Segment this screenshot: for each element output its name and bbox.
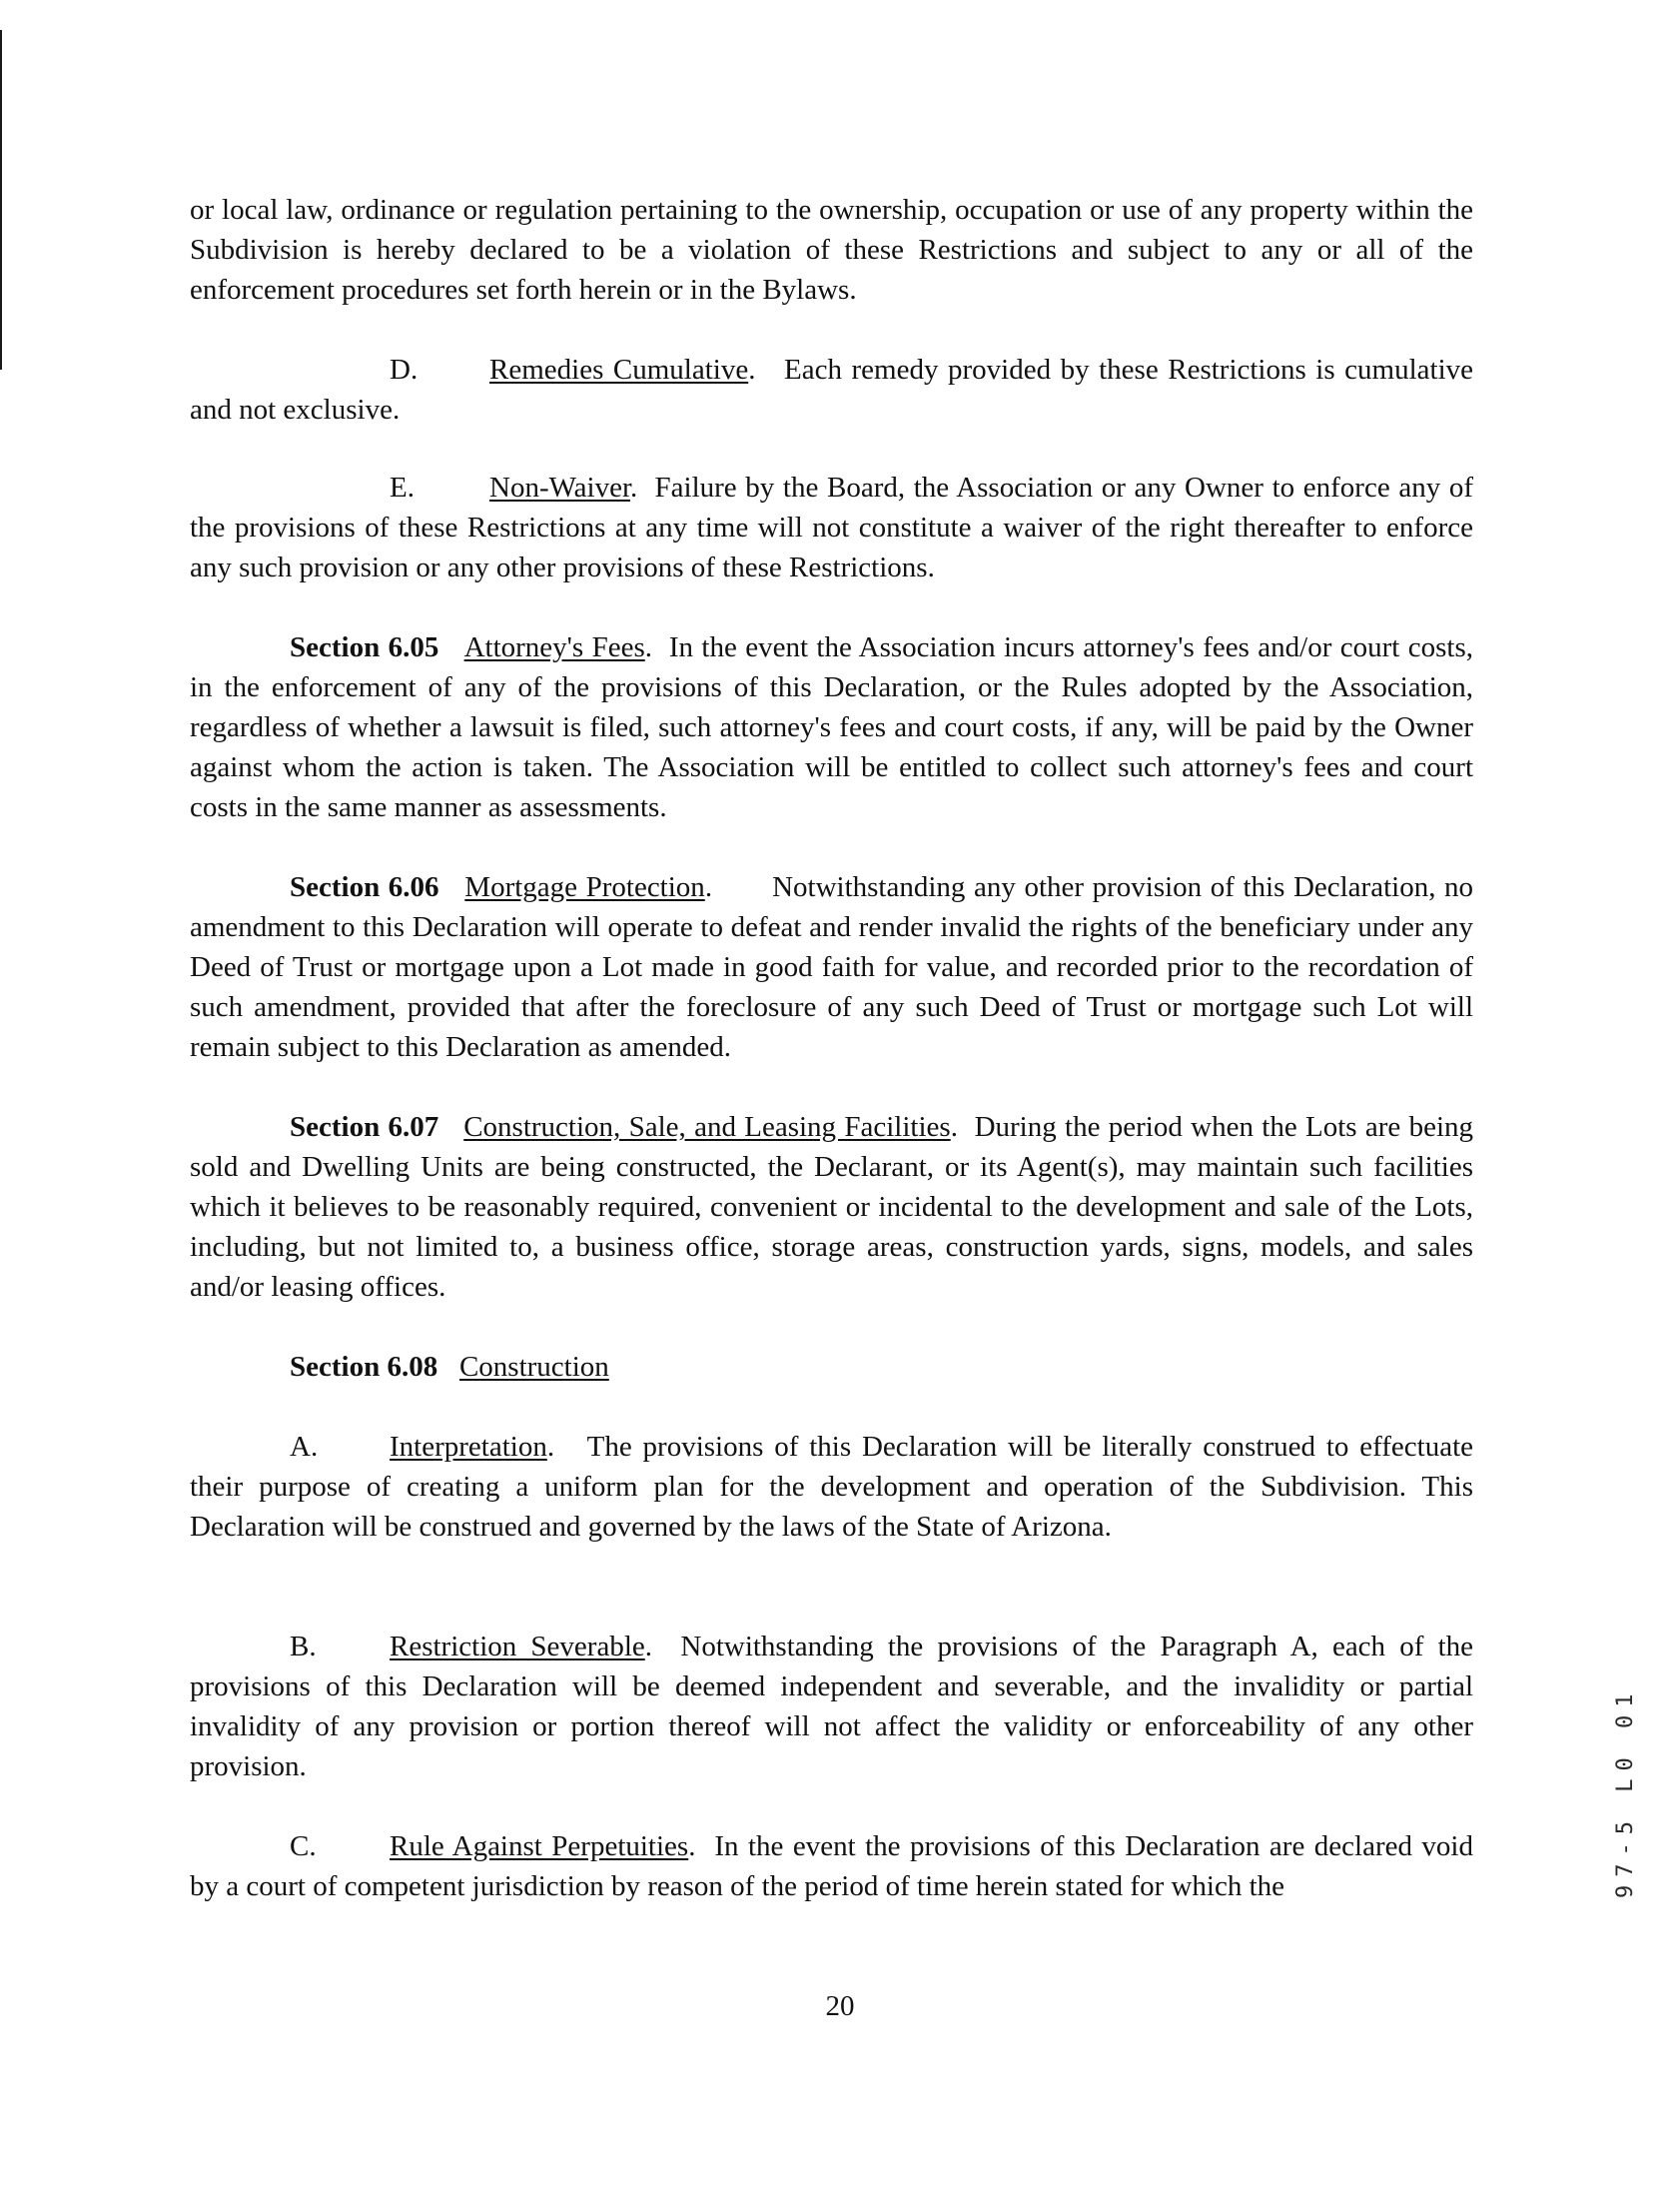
page-number: 20 — [825, 1990, 855, 2022]
subsection-text: Each remedy provided by these Restrictions is cumulative and not exclusive. — [190, 354, 1474, 426]
subsection-heading: Restriction Severable — [390, 1631, 645, 1662]
scan-edge-line — [0, 30, 2, 370]
subsection-text: In the event the provisions of this Declaration are declared void by a court of competent jurisdiction by reason of the period of time herein stated for which the — [190, 1830, 1473, 1902]
section-heading: Construction — [458, 1351, 609, 1383]
subsection-letter: C. — [290, 1830, 317, 1862]
subsection-d: D. Remedies Cumulative. Each remedy provided by these Restrictions is cumulative and not exclusive. — [190, 350, 1473, 430]
section-heading: Attorney's Fees — [463, 631, 645, 663]
section-heading: Mortgage Protection — [464, 871, 705, 903]
subsection-letter: E. — [390, 472, 415, 504]
subsection-heading: Rule Against Perpetuities — [390, 1830, 689, 1862]
subsection-text: Failure by the Board, the Association or any Owner to enforce any of the provisions of these Restrictions at any time will not constitute a waiver of the right thereafter to enforce any such provision or any other provisions of these Restrictions. — [190, 472, 1473, 583]
section-6-05: Section 6.05 Attorney's Fees. In the event the Association incurs attorney's fees and/or court costs, in the enforcement of any of the provisions of this Declaration, or the Rules adopted by the Association, regardless of whether a lawsuit is filed, such attorney's fees and court costs, if any, will be paid by the Owner against whom the action is taken. The Association will be entitled to collect such attorney's fees and court costs in the same manner as assessments. — [190, 631, 1474, 823]
subsection-c: C. Rule Against Perpetuities. In the event the provisions of this Declaration are declared void by a court of competent jurisdiction by reason of the period of time herein stated for which the — [190, 1826, 1473, 1906]
subsection-heading: Interpretation — [390, 1431, 547, 1463]
subsection-e: E. Non-Waiver. Failure by the Board, the Association or any Owner to enforce any of the provisions of these Restrictions at any time will not constitute a waiver of the right thereafter to enforce any such provision or any other provisions of these Restrictions. — [190, 468, 1473, 587]
section-heading: Construction, Sale, and Leasing Facilities — [463, 1111, 951, 1143]
recording-stamp — [1613, 1599, 1643, 1898]
paragraph-text: or local law, ordinance or regulation pertaining to the ownership, occupation or use of any property within the Subdivision is hereby declared to be a violation of these Restrictions and subject to any or all of the enforcement procedures set forth herein or in the Bylaws. — [190, 194, 1473, 306]
section-6-08 — [190, 1347, 1473, 1387]
subsection-letter: D. — [390, 354, 419, 386]
subsection-text: Notwithstanding the provisions of the Paragraph A, each of the provisions of this Declaration will be deemed independent and severable, and the invalidity or partial invalidity of any provision or portion thereof will not affect the validity or enforceability of any other provision. — [190, 1631, 1473, 1782]
section-number: Section 6.07 — [290, 1111, 439, 1143]
section-number: Section 6.06 — [290, 871, 439, 903]
subsection-heading: Remedies Cumulative — [489, 354, 749, 386]
section-text: During the period when the Lots are being sold and Dwelling Units are being constructed, the Declarant, or its Agent(s), may maintain such facilities which it believes to be reasonably required, convenient or incidental to the development and sale of the Lots, including, but not limited to, a business office, storage areas, construction yards, signs, models, and sales and/or leasing offices. — [190, 1111, 1474, 1303]
subsection-heading: Non-Waiver — [489, 472, 631, 504]
section-6-07: Section 6.07 Construction, Sale, and Leasing Facilities. During the period when the Lots are being sold and Dwelling Units are being constructed, the Declarant, or its Agent(s), may maintain such facilities which it believes to be reasonably required, convenient or incidental to the development and sale of the Lots, including, but not limited to, a business office, storage areas, construction yards, signs, models, and sales and/or leasing offices. — [190, 1111, 1474, 1303]
recording-stamp-text: 97-5 L0 01 — [1613, 1685, 1638, 1898]
section-text: Notwithstanding any other provision of this Declaration, no amendment to this Declaration will operate to defeat and render invalid the rights of the beneficiary under any Deed of Trust or mortgage upon a Lot made in good faith for value, and recorded prior to the recordation of such amendment, provided that after the foreclosure of any such Deed of Trust or mortgage such Lot will remain subject to this Declaration as amended. — [190, 871, 1474, 1063]
subsection-a: A. Interpretation. The provisions of this Declaration will be literally construed to effectuate their purpose of creating a uniform plan for the development and operation of the Subdivision. This Declaration will be construed and governed by the laws of the State of Arizona. — [190, 1427, 1473, 1547]
subsection-b: B. Restriction Severable. Notwithstanding the provisions of the Paragraph A, each of the provisions of this Declaration will be deemed independent and severable, and the invalidity or partial invalidity of any provision or portion thereof will not affect the validity or enforceability of any other provision. — [190, 1627, 1473, 1786]
section-6-06: Section 6.06 Mortgage Protection. Notwithstanding any other provision of this Declaration, no amendment to this Declaration will operate to defeat and render invalid the rights of the beneficiary under any Deed of Trust or mortgage upon a Lot made in good faith for value, and recorded prior to the recordation of such amendment, provided that after the foreclosure of any such Deed of Trust or mortgage such Lot will remain subject to this Declaration as amended. — [190, 871, 1474, 1063]
subsection-letter: B. — [290, 1631, 317, 1662]
subsection-text: The provisions of this Declaration will be literally construed to effectuate their purpose of creating a uniform plan for the development and operation of the Subdivision. This Declaration will be construed and governed by the laws of the State of Arizona. — [190, 1431, 1474, 1543]
section-text: In the event the Association incurs attorney's fees and/or court costs, in the enforcement of any of the provisions of this Declaration, or the Rules adopted by the Association, regardless of whether a lawsuit is filed, such attorney's fees and court costs, if any, will be paid by the Owner against whom the action is taken. The Association will be entitled to collect such attorney's fees and court costs in the same manner as assessments. — [190, 631, 1474, 823]
paragraph-continuation — [190, 190, 1473, 310]
section-number: Section 6.08 — [290, 1351, 438, 1383]
subsection-letter: A. — [290, 1431, 319, 1463]
section-number: Section 6.05 — [290, 631, 439, 663]
